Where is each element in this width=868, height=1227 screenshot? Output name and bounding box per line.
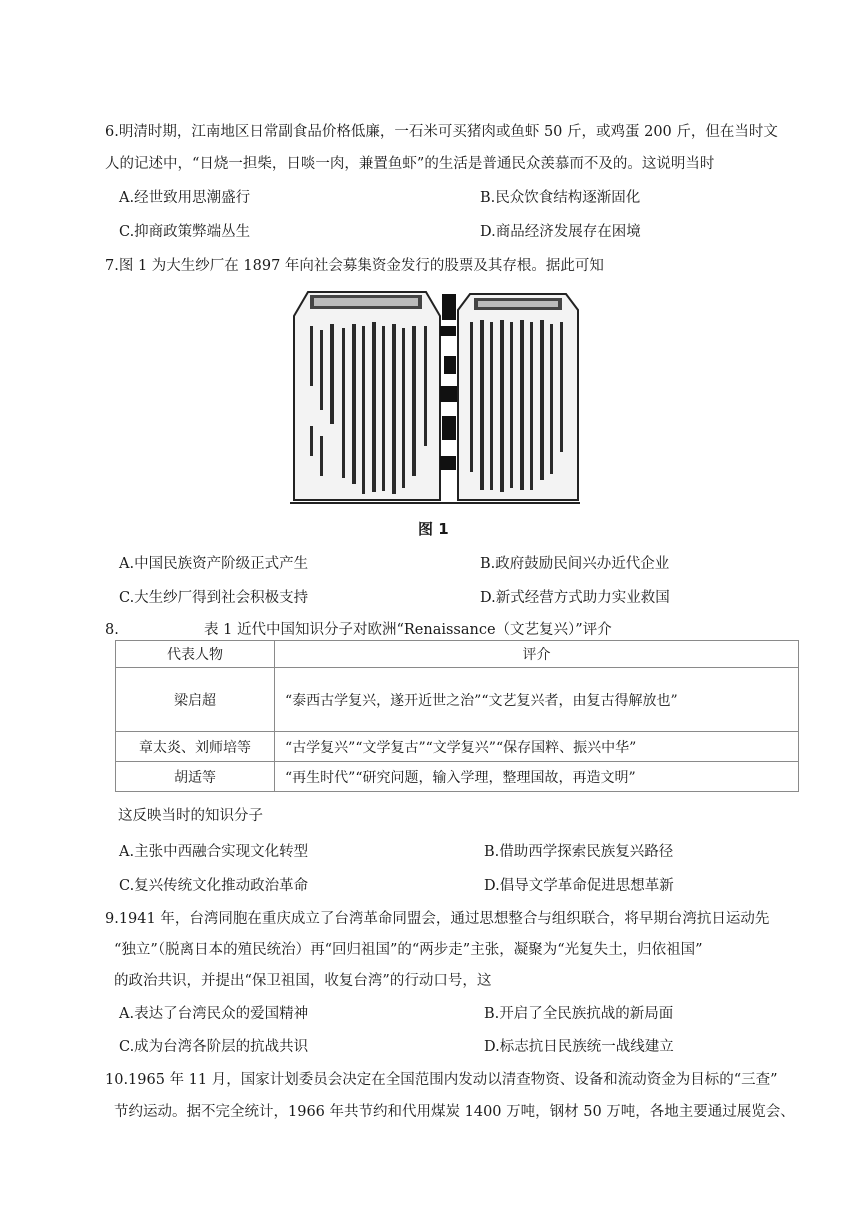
table-cell-critique: “再生时代”“研究问题，输入学理，整理国故，再造文明” bbox=[275, 762, 799, 792]
figure-caption: 图 1 bbox=[418, 520, 449, 538]
table-cell-critique: “泰西古学复兴，遂开近世之治”“文艺复兴者，由复古得解放也” bbox=[275, 668, 799, 732]
table-header-cell: 代表人物 bbox=[116, 641, 275, 668]
q7-option-d: D.新式经营方式助力实业救国 bbox=[480, 590, 670, 606]
table-cell-person: 胡适等 bbox=[116, 762, 275, 792]
critique-table bbox=[115, 640, 799, 792]
q6-option-a: A.经世致用思潮盛行 bbox=[119, 190, 251, 206]
table-header-row bbox=[116, 641, 799, 668]
table-cell-critique: “古学复兴”“文学复古”“文学复兴”“保存国粹、振兴中华” bbox=[275, 732, 799, 762]
q9-option-c: C.成为台湾各阶层的抗战共识 bbox=[119, 1039, 309, 1055]
q8-number: 8. bbox=[105, 622, 119, 638]
q9-stem-line-3: 的政治共识，并提出“保卫祖国，收复台湾”的行动口号，这 bbox=[114, 973, 492, 989]
q9-option-b: B.开启了全民族抗战的新局面 bbox=[484, 1006, 674, 1022]
q7-option-a: A.中国民族资产阶级正式产生 bbox=[119, 556, 309, 572]
table-row bbox=[116, 668, 799, 732]
table-caption: 表 1 近代中国知识分子对欧洲“Renaissance（文艺复兴）”评介 bbox=[204, 622, 612, 638]
q9-option-a: A.表达了台湾民众的爱国精神 bbox=[119, 1006, 309, 1022]
q9-option-d: D.标志抗日民族统一战线建立 bbox=[484, 1039, 674, 1055]
q8-option-d: D.倡导文学革命促进思想革新 bbox=[484, 878, 674, 894]
table-row bbox=[116, 732, 799, 762]
stock-certificate-image bbox=[290, 286, 580, 506]
q6-option-b: B.民众饮食结构逐渐固化 bbox=[480, 190, 641, 206]
q8-stem: 这反映当时的知识分子 bbox=[118, 808, 263, 824]
q8-option-c: C.复兴传统文化推动政治革命 bbox=[119, 878, 309, 894]
table-cell-person: 梁启超 bbox=[116, 668, 275, 732]
q6-option-d: D.商品经济发展存在困境 bbox=[480, 224, 641, 240]
q8-option-a: A.主张中西融合实现文化转型 bbox=[119, 844, 309, 860]
q9-stem-line-2: “独立”（脱离日本的殖民统治）再“回归祖国”的“两步走”主张，凝聚为“光复失土，归依祖国” bbox=[114, 942, 703, 958]
q9-stem-line-1: 9.1941 年，台湾同胞在重庆成立了台湾革命同盟会，通过思想整合与组织联合，将早期台湾抗日运动先 bbox=[105, 911, 770, 927]
q7-option-c: C.大生纱厂得到社会积极支持 bbox=[119, 590, 309, 606]
q6-stem-line-2: 人的记述中，“日烧一担柴，日啖一肉，兼置鱼虾”的生活是普通民众羡慕而不及的。这说明当时 bbox=[105, 156, 715, 172]
table-cell-person: 章太炎、刘师培等 bbox=[116, 732, 275, 762]
q10-stem-line-2: 节约运动。据不完全统计，1966 年共节约和代用煤炭 1400 万吨，钢材 50 万吨，各地主要通过展览会、 bbox=[114, 1104, 795, 1120]
q6-stem-line-1: 6.明清时期，江南地区日常副食品价格低廉，一石米可买猪肉或鱼虾 50 斤，或鸡蛋 200 斤，但在当时文 bbox=[105, 124, 778, 140]
q6-option-c: C.抑商政策弊端丛生 bbox=[119, 224, 251, 240]
q7-option-b: B.政府鼓励民间兴办近代企业 bbox=[480, 556, 670, 572]
q7-stem-line-1: 7.图 1 为大生纱厂在 1897 年向社会募集资金发行的股票及其存根。据此可知 bbox=[105, 258, 604, 274]
table-header-cell: 评介 bbox=[275, 641, 799, 668]
q10-stem-line-1: 10.1965 年 11 月，国家计划委员会决定在全国范围内发动以清查物资、设备和流动资金为目标的“三查” bbox=[105, 1072, 778, 1088]
table-row bbox=[116, 762, 799, 792]
q8-option-b: B.借助西学探索民族复兴路径 bbox=[484, 844, 674, 860]
